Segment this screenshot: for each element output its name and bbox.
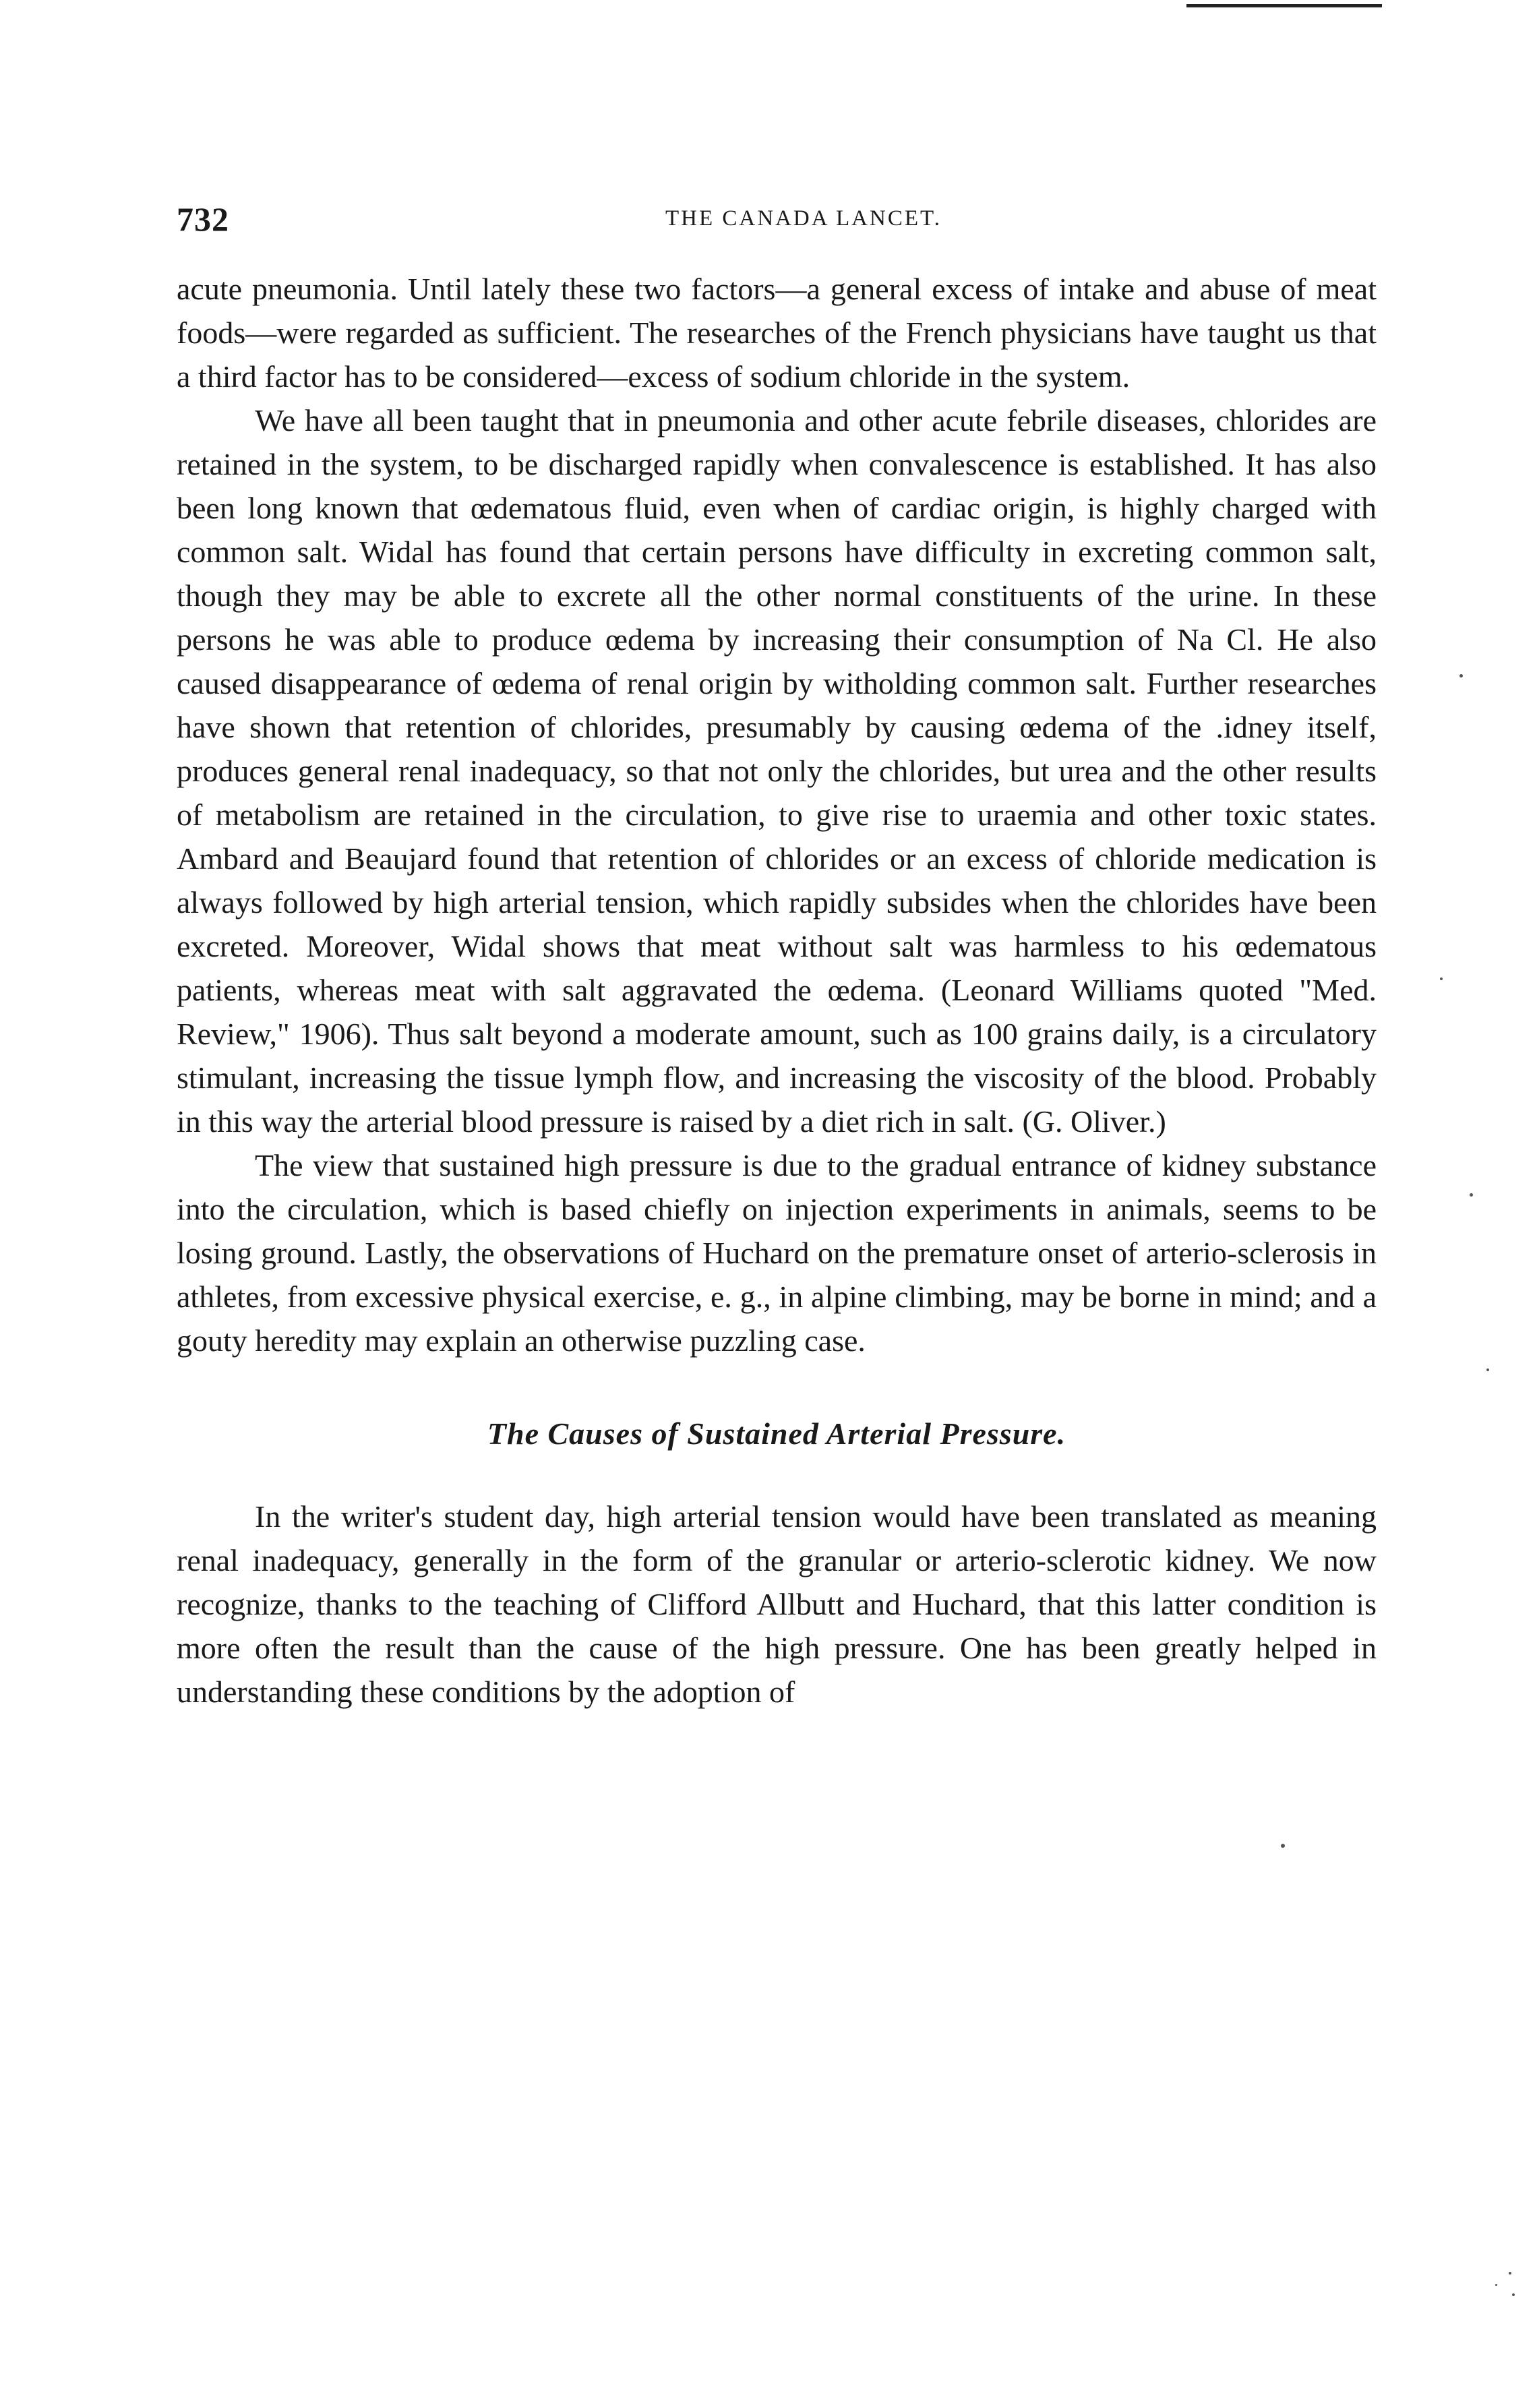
paragraph-continued: acute pneumonia. Until lately these two factors—a general excess of intake and abuse of meat foods—were regarded as sufficient. The researches of the French physicians have taught us that a third factor has to be considered—excess of sodium chloride in the system. bbox=[177, 272, 1377, 394]
scan-speck bbox=[1486, 1368, 1489, 1371]
scan-speck bbox=[1281, 1844, 1285, 1848]
scan-speck bbox=[1440, 977, 1443, 980]
paragraph-chlorides: We have all been taught that in pneumonia and other acute febrile diseases, chlorides are retained in the system, to be discharged rapidly when convalescence is established. It has also been long known that œdematous fluid, even when of cardiac origin, is highly charged with common salt. Widal has found that certain persons have difficulty in excreting common salt, though they may be able to excrete all the other normal constituents of the urine. In these persons he was able to produce œdema by increasing their consumption of Na Cl. He also caused disappearance of œdema of renal origin by witholding common salt. Further researches have shown that retention of chlorides, presumably by causing œdema of the .idney itself, produces general renal inadequacy, so that not only the chlorides, but urea and the other results of metabolism are retained in the circulation, to give rise to uraemia and other toxic states. Ambard and Beaujard found that retention of chlorides or an excess of chloride medication is always followed by high arterial tension, which rapidly subsides when the chlorides have been excreted. Moreover, Widal shows that meat without salt was harmless to his œdematous patients, whereas meat with salt aggravated the œdema. (Leonard Williams quoted "Med. Review," 1906). Thus salt beyond a moderate amount, such as 100 grains daily, is a circulatory stimulant, increasing the tissue lymph flow, and increasing the viscosity of the blood. Probably in this way the arterial blood pressure is raised by a diet rich in salt. (G. Oliver.) bbox=[177, 403, 1377, 1139]
body-text bbox=[177, 267, 1377, 1714]
scan-speck bbox=[1512, 2293, 1515, 2296]
page-header bbox=[177, 200, 1377, 247]
section-heading: The Causes of Sustained Arterial Pressure. bbox=[487, 1416, 1066, 1451]
scan-speck bbox=[1459, 674, 1463, 678]
scan-speck bbox=[1495, 2284, 1497, 2286]
scan-speck bbox=[1470, 1193, 1473, 1197]
running-head: THE CANADA LANCET. bbox=[665, 206, 942, 231]
paragraph-causes: In the writer's student day, high arterial tension would have been translated as meaning renal inadequacy, generally in the form of the granular or arterio-sclerotic kidney. We now recognize, thanks to the teaching of Clifford Allbutt and Huchard, that this latter condition is more often the result than the cause of the high pressure. One has been greatly helped in understanding these conditions by the adoption of bbox=[177, 1499, 1377, 1709]
scan-speck bbox=[1509, 2272, 1511, 2275]
top-edge-rule bbox=[1186, 4, 1382, 7]
paragraph-sustained-pressure: The view that sustained high pressure is due to the gradual entrance of kidney substance into the circulation, which is based chiefly on injection experiments in animals, seems to be losing ground. Lastly, the observations of Huchard on the premature onset of arterio-sclerosis in athletes, from excessive physical exercise, e. g., in alpine climbing, may be borne in mind; and a gouty heredity may explain an otherwise puzzling case. bbox=[177, 1148, 1377, 1358]
page-number: 732 bbox=[177, 200, 229, 238]
